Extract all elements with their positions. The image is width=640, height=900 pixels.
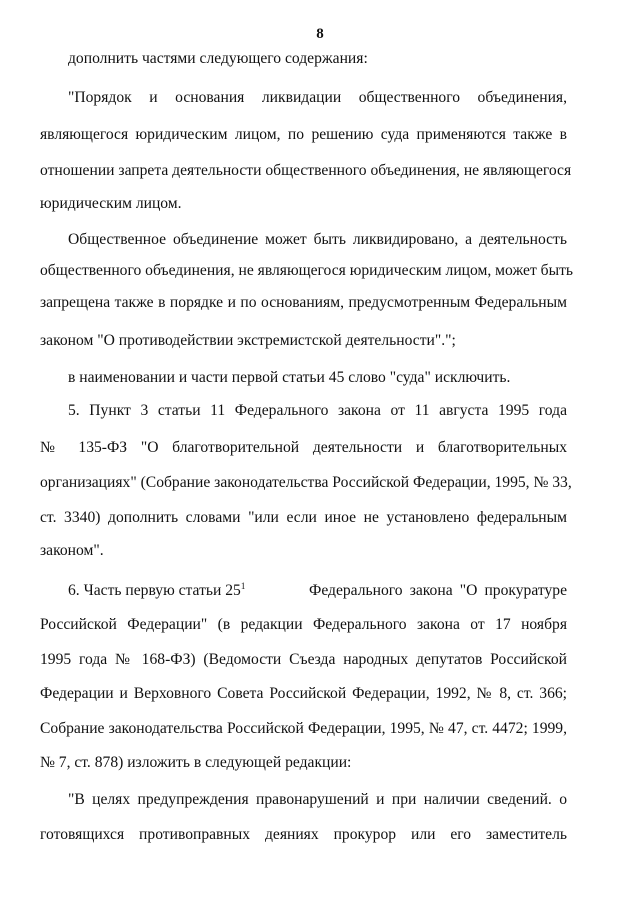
text-line: Российской Федерации" (в редакции Федерального закона от 17 ноября: [40, 616, 567, 633]
text-line: законом".: [40, 542, 104, 559]
text-line: запрещена также в порядке и по основаниям, предусмотренным Федеральным: [40, 294, 567, 311]
text-line: 5. Пункт 3 статьи 11 Федерального закона от 11 августа 1995 года: [68, 402, 567, 419]
text-line: дополнить частями следующего содержания:: [68, 50, 368, 67]
text-line: общественного объединения, не являющегося юридическим лицом, может быть: [40, 262, 573, 279]
text-line: "Порядок и основания ликвидации общественного объединения,: [68, 89, 567, 106]
text-line: № 7, ст. 878) изложить в следующей редакции:: [40, 754, 352, 771]
text-line: № 135-ФЗ "О благотворительной деятельности и благотворительных: [40, 439, 567, 456]
text-line: организациях" (Собрание законодательства Российской Федерации, 1995, № 33,: [40, 474, 572, 491]
text-segment: 6. Часть первую статьи $25^1$: [68, 580, 246, 599]
text-segment: Федерального закона "О прокуратуре: [309, 582, 567, 599]
text-line: отношении запрета деятельности общественного объединения, не являющегося: [40, 162, 572, 179]
text-line: Общественное объединение может быть ликвидировано, а деятельность: [68, 231, 567, 248]
text-line: 1995 года № 168-ФЗ) (Ведомости Съезда народных депутатов Российской: [40, 651, 567, 668]
text-line: законом "О противодействии экстремистской деятельности".";: [40, 332, 456, 349]
superscript: 1: [240, 580, 246, 591]
text-line: Федерации и Верховного Совета Российской Федерации, 1992, № 8, ст. 366;: [40, 685, 567, 702]
text-line: готовящихся противоправных деяниях прокурор или его заместитель: [40, 826, 567, 843]
text-line: являющегося юридическим лицом, по решению суда применяются также в: [40, 126, 567, 143]
text-line: ст. 3340) дополнить словами "или если иное не установлено федеральным: [40, 509, 567, 526]
text-line: в наименовании и части первой статьи 45 слово "суда" исключить.: [68, 369, 511, 386]
text-line: Собрание законодательства Российской Федерации, 1995, № 47, ст. 4472; 1999,: [40, 720, 567, 737]
text-line: [68, 581, 567, 601]
text-line: "В целях предупреждения правонарушений и при наличии сведений. о: [68, 791, 567, 808]
page-number: 8: [316, 26, 324, 42]
text-line: юридическим лицом.: [40, 195, 182, 212]
